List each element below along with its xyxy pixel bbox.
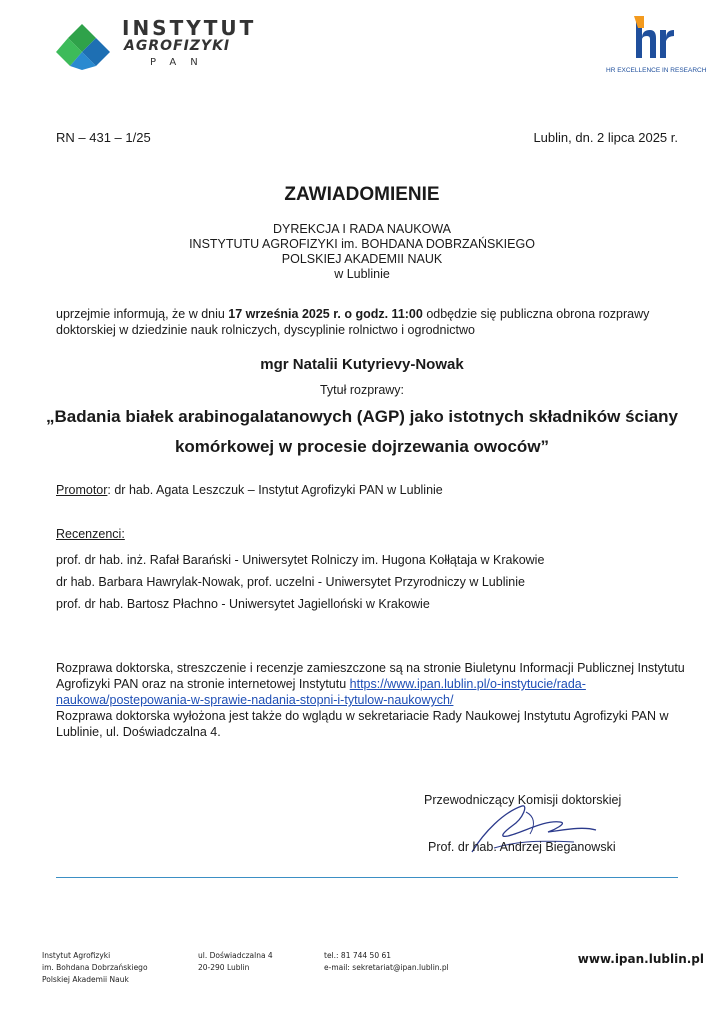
- note-part-1: Rozprawa doktorska, streszczenie i recenzje zamieszczone są na stronie Biuletynu Informacji Publicznej Instytutu Agrofizyki PAN oraz na stronie internetowej Instytutu: [56, 661, 685, 691]
- reviewer-item: prof. dr hab. inż. Rafał Barański - Uniwersytet Rolniczy im. Hugona Kołłątaja w Krakowie: [56, 553, 545, 567]
- reviewer-item: prof. dr hab. Bartosz Płachno - Uniwersytet Jagielloński w Krakowie: [56, 597, 430, 611]
- reviewers-label: Recenzenci:: [56, 527, 125, 541]
- intro-paragraph: [56, 306, 696, 338]
- publication-note: [56, 660, 696, 740]
- institute-logo: [52, 14, 262, 74]
- intro-part-2: odbędzie się publiczna obrona rozprawy doktorskiej w dziedzinie nauk rolniczych, dyscyplinie rolnictwo i ogrodnictwo: [56, 307, 650, 337]
- promoter-line: [56, 483, 443, 497]
- signature-role: Przewodniczący Komisji doktorskiej: [424, 793, 622, 807]
- thesis-title: „Badania białek arabinogalatanowych (AGP) jako istotnych składników ściany komórkowej w procesie dojrzewania owoców”: [45, 407, 678, 456]
- hr-logo-icon: [632, 14, 676, 60]
- hr-logo-caption: HR EXCELLENCE IN RESEARCH: [606, 67, 707, 74]
- logo-line-3: PAN: [150, 57, 212, 68]
- logo-line-2: AGROFIZYKI: [124, 38, 231, 54]
- promoter-label: Promotor: [56, 483, 108, 497]
- footer-divider: [56, 877, 678, 878]
- footer-institute-line: Instytut Agrofizyki: [42, 951, 111, 960]
- place-date: Lublin, dn. 2 lipca 2025 r.: [533, 130, 678, 145]
- issuer-line-2: INSTYTUTU AGROFIZYKI im. BOHDANA DOBRZAŃSKIEGO: [189, 237, 535, 251]
- footer-street: ul. Doświadczalna 4: [198, 951, 273, 960]
- issuer-block: [0, 222, 724, 282]
- reviewers-list: [56, 549, 716, 615]
- institute-logo-icon: [52, 18, 112, 72]
- footer-institute-line: Polskiej Akademii Nauk: [42, 975, 129, 984]
- footer-website[interactable]: www.ipan.lublin.pl: [577, 952, 704, 966]
- promoter-text: : dr hab. Agata Leszczuk – Instytut Agrofizyki PAN w Lublinie: [107, 483, 443, 497]
- issuer-line-1: DYREKCJA I RADA NAUKOWA: [272, 222, 452, 236]
- intro-part-1: uprzejmie informują, że w dniu: [56, 307, 229, 321]
- thesis-label: Tytuł rozprawy:: [319, 383, 405, 397]
- signatory-name: Prof. dr hab. Andrzej Bieganowski: [428, 840, 616, 854]
- reference-number: RN – 431 – 1/25: [56, 130, 151, 145]
- footer-email: e-mail: sekretariat@ipan.lublin.pl: [324, 963, 449, 972]
- footer-address: [198, 950, 273, 974]
- issuer-line-4: w Lublinie: [334, 267, 390, 281]
- hr-excellence-logo: [606, 14, 707, 78]
- footer-phone: tel.: 81 744 50 61: [324, 951, 392, 960]
- footer-institute-line: im. Bohdana Dobrzańskiego: [42, 963, 148, 972]
- footer-contact: [324, 950, 449, 974]
- candidate-name: mgr Natalii Kutyrievy-Nowak: [260, 356, 464, 373]
- footer-postcode: 20-290 Lublin: [198, 963, 250, 972]
- note-part-2: Rozprawa doktorska wyłożona jest także do wglądu w sekretariacie Rady Naukowej Instytutu Agrofizyki PAN w Lublinie, ul. Doświadczalna 4.: [56, 709, 669, 739]
- reviewer-item: dr hab. Barbara Hawrylak-Nowak, prof. uczelni - Uniwersytet Przyrodniczy w Lublinie: [56, 575, 525, 589]
- footer-institute: [42, 950, 148, 986]
- document-title: ZAWIADOMIENIE: [284, 184, 440, 205]
- issuer-line-3: POLSKIEJ AKADEMII NAUK: [281, 252, 443, 266]
- logo-line-1: INSTYTUT: [122, 16, 257, 40]
- defense-date-time: 17 września 2025 r. o godz. 11:00: [228, 307, 423, 321]
- bip-link[interactable]: https://www.ipan.lublin.pl/o-instytucie/rada-naukowa/postepowania-w-sprawie-nadania-stopni-i-tytulow-naukowych/: [56, 677, 586, 707]
